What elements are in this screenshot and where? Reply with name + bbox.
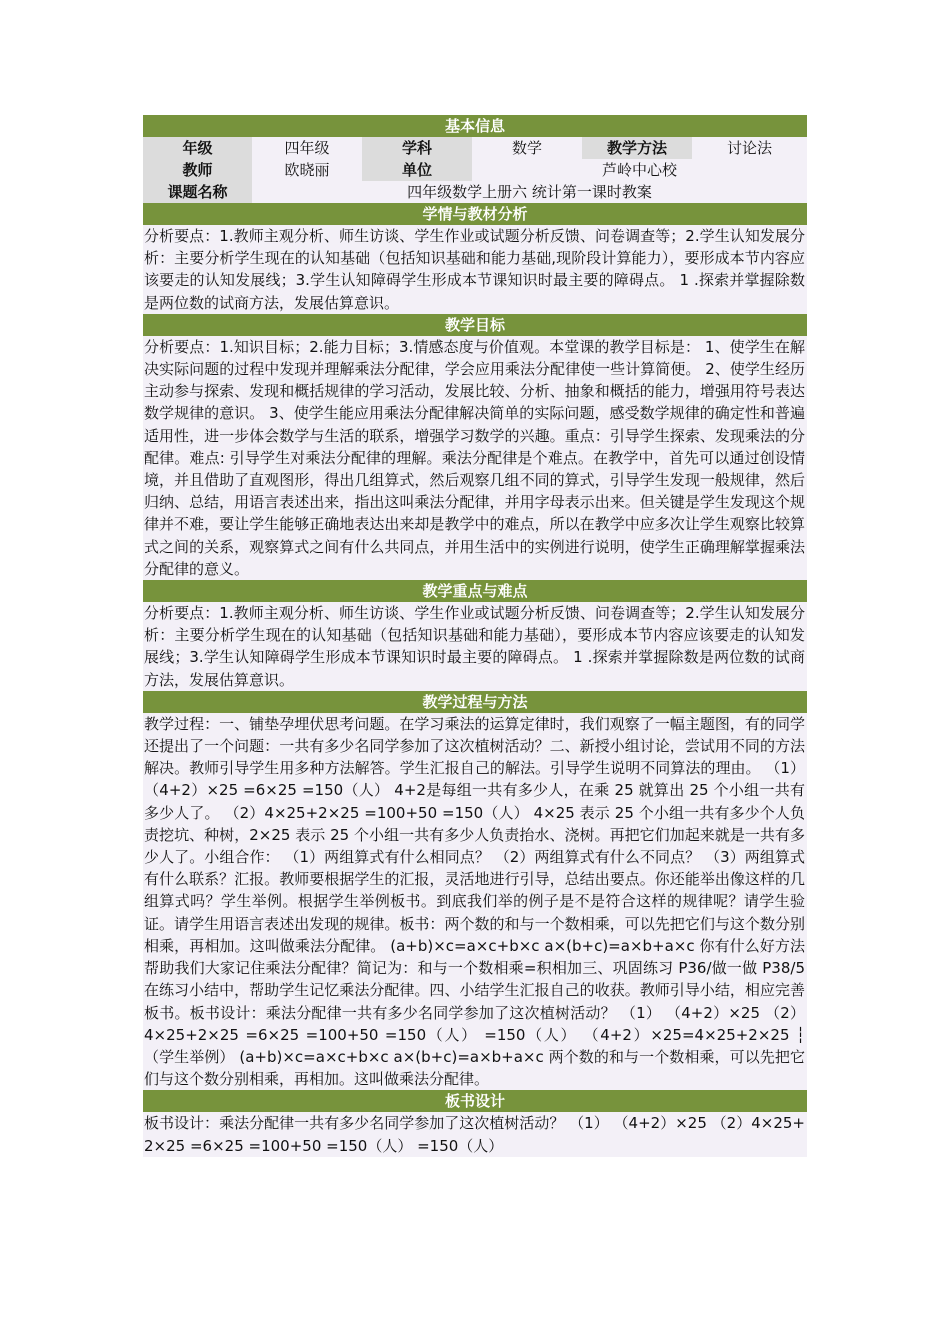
method-value: 讨论法	[692, 137, 807, 159]
teacher-label: 教师	[143, 159, 252, 181]
subject-label: 学科	[362, 137, 472, 159]
method-label: 教学方法	[582, 137, 692, 159]
board-text: 板书设计：乘法分配律一共有多少名同学参加了这次植树活动？ （1） （4+2）×25 （2）4×25+2×25 =6×25 =100+50 =150（人） =150（人）	[143, 1112, 807, 1156]
info-row-grade	[143, 137, 807, 159]
section-header-goals: 教学目标	[143, 314, 807, 336]
analysis-text: 分析要点：1.教师主观分析、师生访谈、学生作业或试题分析反馈、问卷调查等；2.学生认知发展分析：主要分析学生现在的认知基础（包括知识基础和能力基础,现阶段计算能力），要形成本节内容应该要走的认知发展线；3.学生认知障碍学生形成本节课知识时最主要的障碍点。 1 .探索并掌握除数是两位数的试商方法，发展估算意识。	[143, 225, 807, 314]
goals-text: 分析要点：1.知识目标；2.能力目标；3.情感态度与价值观。本堂课的教学目标是： 1、使学生在解决实际问题的过程中发现并理解乘法分配律，学会应用乘法分配律使一些计算简便。 2、使学生经历主动参与探索、发现和概括规律的学习活动，发展比较、分析、抽象和概括的能力，增强用符号表达数学规律的意识。 3、使学生能应用乘法分配律解决简单的实际问题，感受数学规律的确定性和普遍适用性，进一步体会数学与生活的联系，增强学习数学的兴趣。重点：引导学生探索、发现乘法的分配律。难点: 引导学生对乘法分配律的理解。乘法分配律是个难点。在教学中，首先可以通过创设情境，并且借助了直观图形，得出几组算式，然后观察几组不同的算式，引导学生发现一般规律，然后归纳、总结，用语言表述出来，指出这叫乘法分配律，并用字母表示出来。但关键是学生发现这个规律并不难，要让学生能够正确地表达出来却是教学中的难点，所以在教学中应多次让学生观察比较算式之间的关系，观察算式之间有什么共同点，并用生活中的实例进行说明，使学生正确理解掌握乘法分配律的意义。	[143, 336, 807, 580]
process-text: 教学过程：一、铺垫孕埋伏思考问题。在学习乘法的运算定律时，我们观察了一幅主题图，有的同学还提出了一个问题：一共有多少名同学参加了这次植树活动？二、新授小组讨论，尝试用不同的方法解决。教师引导学生用多种方法解答。学生汇报自己的解法。引导学生说明不同算法的理由。 （1） （4+2）×25 =6×25 =150（人） 4+2是每组一共有多少人，在乘 25 就算出 25 个小组一共有多少人了。 （2）4×25+2×25 =100+50 =150（人） 4×25 表示 25 个小组一共有多少个人负责挖坑、种树，2×25 表示 25 个小组一共有多少人负责抬水、浇树。再把它们加起来就是一共有多少人了。小组合作： （1）两组算式有什么相同点？ （2）两组算式有什么不同点？ （3）两组算式有什么联系？汇报。教师要根据学生的汇报，灵活地进行引导，总结出要点。你还能举出像这样的几组算式吗？学生举例。根据学生举例板书。到底我们举的例子是不是符合这样的规律呢？请学生验证。请学生用语言表述出发现的规律。板书：两个数的和与一个数相乘，可以先把它们与这个数分别相乘，再相加。这叫做乘法分配律。 (a+b)×c=a×c+b×c a×(b+c)=a×b+a×c 你有什么好方法帮助我们大家记住乘法分配律？简记为：和与一个数相乘=积相加三、巩固练习 P36/做一做 P38/5 在练习小结中，帮助学生记忆乘法分配律。四、小结学生汇报自己的收获。教师引导小结，相应完善板书。板书设计：乘法分配律一共有多少名同学参加了这次植树活动？ （1） （4+2）×25 （2） 4×25+2×25 =6×25 =100+50 =150（人） =150（人） （4+2）×25=4×25+2×25 ┆（学生举例） (a+b)×c=a×c+b×c a×(b+c)=a×b+a×c 两个数的和与一个数相乘，可以先把它们与这个数分别相乘，再相加。这叫做乘法分配律。	[143, 713, 807, 1090]
unit-label: 单位	[362, 159, 472, 181]
info-row-teacher	[143, 159, 807, 181]
topic-label: 课题名称	[143, 181, 252, 203]
unit-value: 芦岭中心校	[472, 159, 807, 181]
topic-value: 四年级数学上册六 统计第一课时教案	[252, 181, 807, 203]
grade-label: 年级	[143, 137, 252, 159]
section-header-process: 教学过程与方法	[143, 691, 807, 713]
teacher-value: 欧晓丽	[252, 159, 362, 181]
subject-value: 数学	[472, 137, 582, 159]
section-header-basic-info: 基本信息	[143, 115, 807, 137]
section-header-board: 板书设计	[143, 1090, 807, 1112]
section-header-key-points: 教学重点与难点	[143, 580, 807, 602]
section-header-analysis: 学情与教材分析	[143, 203, 807, 225]
grade-value: 四年级	[252, 137, 362, 159]
key-points-text: 分析要点：1.教师主观分析、师生访谈、学生作业或试题分析反馈、问卷调查等；2.学生认知发展分析：主要分析学生现在的认知基础（包括知识基础和能力基础），要形成本节内容应该要走的认知发展线；3.学生认知障碍学生形成本节课知识时最主要的障碍点。 1 .探索并掌握除数是两位数的试商方法，发展估算意识。	[143, 602, 807, 691]
info-row-topic	[143, 181, 807, 203]
lesson-plan-table	[143, 115, 807, 1157]
